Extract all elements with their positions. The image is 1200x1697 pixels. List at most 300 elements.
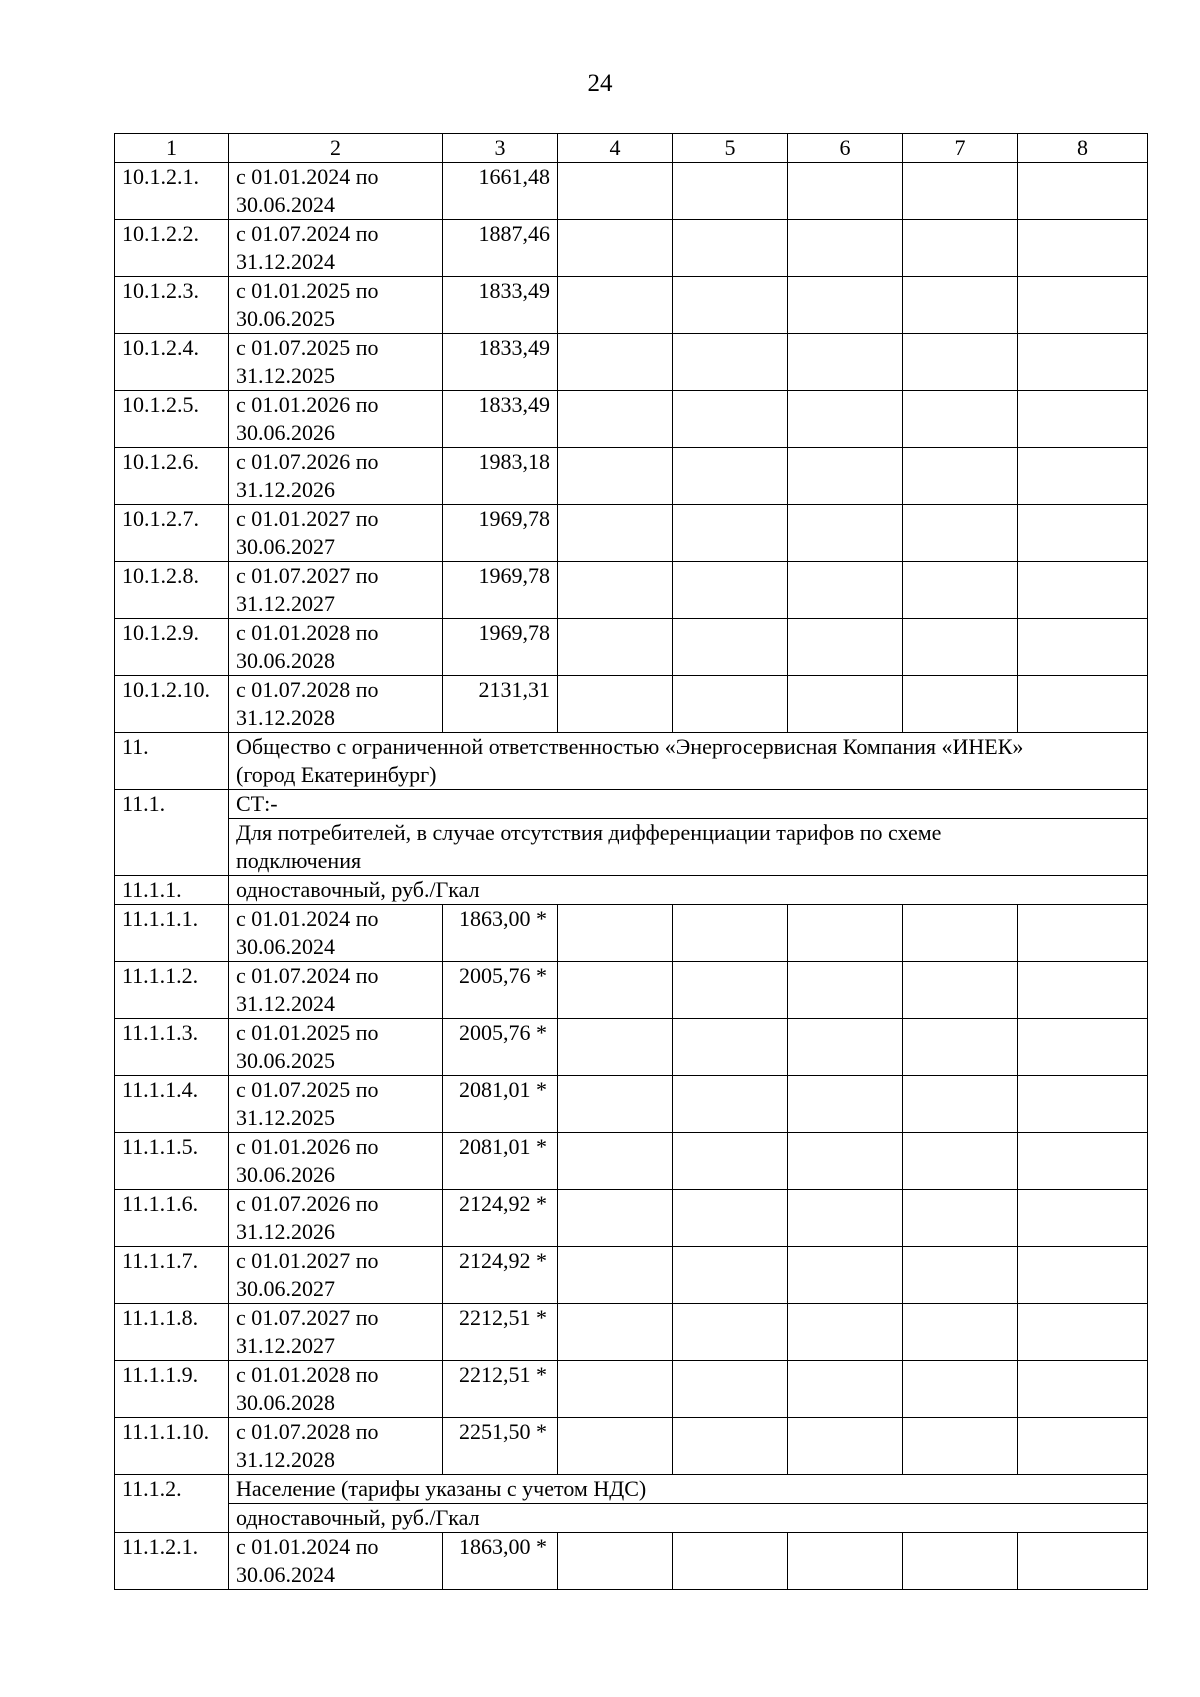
section-row	[115, 1504, 1148, 1533]
empty-cell	[903, 163, 1018, 220]
period-cell-text: с 01.01.2028 по	[236, 620, 379, 645]
empty-cell	[788, 1190, 903, 1247]
empty-cell	[1018, 448, 1148, 505]
empty-cell	[903, 1247, 1018, 1304]
tariff-value	[443, 1190, 558, 1247]
tariff-value-text: 1661,48	[478, 164, 550, 189]
period-cell	[229, 505, 443, 562]
empty-cell	[1018, 1361, 1148, 1418]
period-cell-text: 31.12.2027	[236, 591, 335, 616]
period-cell-text: 31.12.2026	[236, 1219, 335, 1244]
column-header-text: 8	[1077, 135, 1088, 160]
period-cell	[229, 905, 443, 962]
row-number-text: 11.1.1.6.	[122, 1191, 199, 1216]
empty-cell	[903, 220, 1018, 277]
empty-cell	[903, 1076, 1018, 1133]
period-cell	[229, 1418, 443, 1475]
consumer-group-label	[229, 1475, 1148, 1504]
row-number	[115, 1190, 229, 1247]
empty-cell	[788, 962, 903, 1019]
empty-cell	[673, 448, 788, 505]
column-header-text: 2	[330, 135, 341, 160]
period-cell	[229, 391, 443, 448]
empty-cell	[1018, 1533, 1148, 1590]
tariff-value	[443, 1361, 558, 1418]
column-header	[115, 134, 229, 163]
tariff-value	[443, 962, 558, 1019]
empty-cell	[903, 334, 1018, 391]
tariff-value-text: 2251,50 *	[459, 1419, 547, 1444]
period-cell-text: 30.06.2028	[236, 648, 335, 673]
tariff-value-text: 1887,46	[478, 221, 550, 246]
tariff-value-text: 1983,18	[478, 449, 550, 474]
period-cell	[229, 334, 443, 391]
empty-cell	[903, 962, 1018, 1019]
empty-cell	[673, 1418, 788, 1475]
empty-cell	[903, 1019, 1018, 1076]
tariff-table-body	[115, 134, 1148, 1590]
row-number	[115, 1019, 229, 1076]
empty-cell	[558, 391, 673, 448]
tariff-value	[443, 163, 558, 220]
period-cell	[229, 448, 443, 505]
empty-cell	[558, 562, 673, 619]
empty-cell	[673, 676, 788, 733]
period-cell	[229, 1533, 443, 1590]
table-row	[115, 676, 1148, 733]
tariff-value-text: 2081,01 *	[459, 1134, 547, 1159]
period-cell-text: с 01.01.2027 по	[236, 506, 379, 531]
period-cell-text: с 01.01.2026 по	[236, 1134, 379, 1159]
tariff-value	[443, 562, 558, 619]
empty-cell	[1018, 676, 1148, 733]
tariff-value-text: 2124,92 *	[459, 1248, 547, 1273]
empty-cell	[558, 1361, 673, 1418]
column-header	[558, 134, 673, 163]
row-number	[115, 1304, 229, 1361]
empty-cell	[673, 334, 788, 391]
empty-cell	[558, 1304, 673, 1361]
table-row	[115, 1133, 1148, 1190]
period-cell	[229, 277, 443, 334]
tariff-value	[443, 505, 558, 562]
empty-cell	[1018, 1133, 1148, 1190]
period-cell-text: с 01.01.2026 по	[236, 392, 379, 417]
empty-cell	[558, 1247, 673, 1304]
empty-cell	[903, 448, 1018, 505]
empty-cell	[1018, 334, 1148, 391]
period-cell-text: 31.12.2028	[236, 705, 335, 730]
empty-cell	[788, 905, 903, 962]
empty-cell	[788, 1247, 903, 1304]
column-header-text: 4	[609, 135, 621, 160]
row-number-text: 11.1.1.	[122, 877, 182, 902]
empty-cell	[673, 1019, 788, 1076]
row-number	[115, 334, 229, 391]
period-cell-text: с 01.07.2027 по	[236, 1305, 379, 1330]
table-row	[115, 448, 1148, 505]
empty-cell	[673, 1133, 788, 1190]
tariff-value-text: 1863,00 *	[459, 906, 547, 931]
table-row	[115, 905, 1148, 962]
period-cell-text: с 01.01.2024 по	[236, 164, 379, 189]
row-number	[115, 277, 229, 334]
tariff-value-text: 2212,51 *	[459, 1305, 547, 1330]
row-number	[115, 1361, 229, 1418]
empty-cell	[788, 1076, 903, 1133]
row-number-text: 11.1.1.7.	[122, 1248, 199, 1273]
empty-cell	[673, 1533, 788, 1590]
column-header	[443, 134, 558, 163]
tariff-table	[114, 133, 1148, 1590]
table-row	[115, 1247, 1148, 1304]
empty-cell	[558, 1418, 673, 1475]
empty-cell	[788, 391, 903, 448]
tariff-value	[443, 391, 558, 448]
period-cell-text: с 01.01.2028 по	[236, 1362, 379, 1387]
period-cell-text: 31.12.2027	[236, 1333, 335, 1358]
section-label	[229, 790, 1148, 819]
period-cell-text: 30.06.2024	[236, 934, 335, 959]
empty-cell	[1018, 962, 1148, 1019]
tariff-value	[443, 1019, 558, 1076]
empty-cell	[1018, 1247, 1148, 1304]
row-number-text: 10.1.2.7.	[122, 506, 199, 531]
tariff-value	[443, 277, 558, 334]
row-number-text: 11.1.1.4.	[122, 1077, 199, 1102]
empty-cell	[673, 1304, 788, 1361]
period-cell	[229, 220, 443, 277]
empty-cell	[673, 962, 788, 1019]
empty-cell	[1018, 505, 1148, 562]
empty-cell	[558, 905, 673, 962]
empty-cell	[558, 448, 673, 505]
header-row	[115, 134, 1148, 163]
row-number-text: 10.1.2.10.	[122, 677, 210, 702]
empty-cell	[788, 448, 903, 505]
organization-row	[115, 733, 1148, 790]
period-cell-text: 31.12.2024	[236, 991, 335, 1016]
period-cell	[229, 562, 443, 619]
rate-type-label	[229, 1504, 1148, 1533]
empty-cell	[1018, 163, 1148, 220]
tariff-value	[443, 905, 558, 962]
section-label-text: СТ:-	[236, 791, 278, 816]
period-cell	[229, 1361, 443, 1418]
empty-cell	[903, 1361, 1018, 1418]
tariff-value-text: 1833,49	[478, 392, 550, 417]
tariff-value-text: 2212,51 *	[459, 1362, 547, 1387]
row-number	[115, 505, 229, 562]
row-number-text: 11.1.1.9.	[122, 1362, 199, 1387]
row-number-text: 11.1.1.8.	[122, 1305, 199, 1330]
table-row	[115, 1019, 1148, 1076]
tariff-value-text: 2124,92 *	[459, 1191, 547, 1216]
row-number-text: 10.1.2.8.	[122, 563, 199, 588]
empty-cell	[788, 1133, 903, 1190]
period-cell-text: 30.06.2025	[236, 306, 335, 331]
section-row	[115, 1475, 1148, 1504]
empty-cell	[1018, 1418, 1148, 1475]
tariff-value	[443, 1418, 558, 1475]
row-number	[115, 905, 229, 962]
empty-cell	[903, 676, 1018, 733]
row-number-text: 11.1.2.	[122, 1476, 182, 1501]
period-cell-text: 30.06.2028	[236, 1390, 335, 1415]
table-row	[115, 1418, 1148, 1475]
row-number-text: 11.1.1.2.	[122, 963, 199, 988]
row-number-text: 11.1.	[122, 791, 166, 816]
period-cell-text: 31.12.2026	[236, 477, 335, 502]
empty-cell	[1018, 905, 1148, 962]
period-cell-text: 30.06.2027	[236, 534, 335, 559]
tariff-value-text: 2131,31	[478, 677, 550, 702]
column-header	[1018, 134, 1148, 163]
empty-cell	[788, 277, 903, 334]
table-row	[115, 1304, 1148, 1361]
tariff-value-text: 1833,49	[478, 335, 550, 360]
period-cell	[229, 962, 443, 1019]
row-number	[115, 676, 229, 733]
row-number	[115, 163, 229, 220]
row-number-text: 11.1.1.3.	[122, 1020, 199, 1045]
tariff-value	[443, 220, 558, 277]
period-cell-text: 30.06.2024	[236, 1562, 335, 1587]
empty-cell	[673, 905, 788, 962]
empty-cell	[558, 277, 673, 334]
row-number-text: 11.	[122, 734, 149, 759]
empty-cell	[788, 1019, 903, 1076]
tariff-value	[443, 619, 558, 676]
table-row	[115, 1190, 1148, 1247]
empty-cell	[1018, 220, 1148, 277]
tariff-value-text: 1863,00 *	[459, 1534, 547, 1559]
empty-cell	[903, 277, 1018, 334]
empty-cell	[673, 391, 788, 448]
empty-cell	[1018, 562, 1148, 619]
empty-cell	[673, 505, 788, 562]
tariff-value	[443, 1133, 558, 1190]
period-cell	[229, 1190, 443, 1247]
empty-cell	[903, 1533, 1018, 1590]
period-cell-text: 31.12.2024	[236, 249, 335, 274]
empty-cell	[558, 1076, 673, 1133]
row-number	[115, 1133, 229, 1190]
column-header-text: 5	[724, 135, 736, 160]
row-number-text: 11.1.1.1.	[122, 906, 199, 931]
row-number	[115, 448, 229, 505]
empty-cell	[558, 1190, 673, 1247]
row-number	[115, 1533, 229, 1590]
empty-cell	[673, 562, 788, 619]
tariff-value	[443, 676, 558, 733]
row-number	[115, 1418, 229, 1475]
section-row	[115, 790, 1148, 819]
table-row	[115, 220, 1148, 277]
empty-cell	[673, 1361, 788, 1418]
period-cell	[229, 1076, 443, 1133]
section-row	[115, 876, 1148, 905]
tariff-value-text: 1969,78	[478, 620, 550, 645]
empty-cell	[558, 1019, 673, 1076]
tariff-value	[443, 448, 558, 505]
empty-cell	[558, 334, 673, 391]
period-cell	[229, 163, 443, 220]
organization-name-text: (город Екатеринбург)	[236, 762, 437, 787]
column-header	[788, 134, 903, 163]
empty-cell	[673, 220, 788, 277]
period-cell-text: с 01.07.2024 по	[236, 963, 379, 988]
period-cell-text: 31.12.2028	[236, 1447, 335, 1472]
row-number-text: 10.1.2.3.	[122, 278, 199, 303]
row-number	[115, 1475, 229, 1533]
tariff-value	[443, 1304, 558, 1361]
empty-cell	[788, 1361, 903, 1418]
empty-cell	[673, 619, 788, 676]
row-number	[115, 876, 229, 905]
consumer-group-label	[229, 819, 1148, 876]
period-cell-text: 30.06.2027	[236, 1276, 335, 1301]
period-cell	[229, 1133, 443, 1190]
empty-cell	[788, 505, 903, 562]
period-cell	[229, 1019, 443, 1076]
empty-cell	[903, 1304, 1018, 1361]
empty-cell	[673, 163, 788, 220]
section-row	[115, 819, 1148, 876]
period-cell-text: с 01.07.2027 по	[236, 563, 379, 588]
row-number-text: 10.1.2.2.	[122, 221, 199, 246]
empty-cell	[558, 163, 673, 220]
tariff-value-text: 1969,78	[478, 563, 550, 588]
period-cell-text: с 01.07.2024 по	[236, 221, 379, 246]
row-number	[115, 962, 229, 1019]
empty-cell	[1018, 391, 1148, 448]
row-number-text: 10.1.2.5.	[122, 392, 199, 417]
empty-cell	[903, 619, 1018, 676]
empty-cell	[558, 676, 673, 733]
tariff-value-text: 1969,78	[478, 506, 550, 531]
tariff-value	[443, 1533, 558, 1590]
table-row	[115, 505, 1148, 562]
period-cell-text: с 01.07.2028 по	[236, 1419, 379, 1444]
tariff-value-text: 2005,76 *	[459, 1020, 547, 1045]
period-cell-text: 30.06.2024	[236, 192, 335, 217]
row-number	[115, 220, 229, 277]
period-cell-text: с 01.07.2025 по	[236, 335, 379, 360]
table-row	[115, 619, 1148, 676]
empty-cell	[788, 1418, 903, 1475]
empty-cell	[903, 1190, 1018, 1247]
empty-cell	[673, 1190, 788, 1247]
tariff-value	[443, 1076, 558, 1133]
row-number-text: 10.1.2.4.	[122, 335, 199, 360]
empty-cell	[673, 1247, 788, 1304]
tariff-value	[443, 334, 558, 391]
table-row	[115, 277, 1148, 334]
empty-cell	[903, 1418, 1018, 1475]
row-number-text: 11.1.2.1.	[122, 1534, 199, 1559]
organization-name	[229, 733, 1148, 790]
empty-cell	[558, 962, 673, 1019]
period-cell	[229, 676, 443, 733]
period-cell-text: с 01.01.2025 по	[236, 278, 379, 303]
period-cell-text: 30.06.2025	[236, 1048, 335, 1073]
empty-cell	[558, 619, 673, 676]
period-cell	[229, 1304, 443, 1361]
period-cell-text: с 01.07.2026 по	[236, 449, 379, 474]
column-header	[229, 134, 443, 163]
period-cell	[229, 619, 443, 676]
empty-cell	[788, 562, 903, 619]
empty-cell	[673, 277, 788, 334]
empty-cell	[788, 619, 903, 676]
empty-cell	[673, 1076, 788, 1133]
row-number-text: 10.1.2.6.	[122, 449, 199, 474]
period-cell-text: с 01.01.2024 по	[236, 1534, 379, 1559]
empty-cell	[1018, 1019, 1148, 1076]
table-row	[115, 1076, 1148, 1133]
empty-cell	[788, 676, 903, 733]
consumer-group-label-text: подключения	[236, 848, 362, 873]
row-number	[115, 733, 229, 790]
period-cell-text: с 01.01.2024 по	[236, 906, 379, 931]
column-header-text: 6	[839, 135, 851, 160]
table-row	[115, 163, 1148, 220]
period-cell-text: с 01.01.2027 по	[236, 1248, 379, 1273]
table-row	[115, 962, 1148, 1019]
row-number-text: 11.1.1.5.	[122, 1134, 199, 1159]
row-number-text: 10.1.2.9.	[122, 620, 199, 645]
empty-cell	[903, 905, 1018, 962]
row-number	[115, 391, 229, 448]
column-header-text: 7	[954, 135, 966, 160]
row-number	[115, 562, 229, 619]
empty-cell	[558, 1533, 673, 1590]
empty-cell	[1018, 1190, 1148, 1247]
organization-name-text: Общество с ограниченной ответственностью «Энергосервисная Компания «ИНЕК»	[236, 734, 1024, 759]
empty-cell	[1018, 1076, 1148, 1133]
period-cell	[229, 1247, 443, 1304]
empty-cell	[788, 163, 903, 220]
empty-cell	[903, 391, 1018, 448]
period-cell-text: 30.06.2026	[236, 420, 335, 445]
tariff-value-text: 1833,49	[478, 278, 550, 303]
column-header-text: 1	[166, 135, 177, 160]
column-header	[673, 134, 788, 163]
consumer-group-label-text: Население (тарифы указаны с учетом НДС)	[236, 1476, 647, 1501]
consumer-group-label-text: Для потребителей, в случае отсутствия дифференциации тарифов по схеме	[236, 820, 942, 845]
empty-cell	[788, 334, 903, 391]
row-number	[115, 1247, 229, 1304]
period-cell-text: 31.12.2025	[236, 363, 335, 388]
empty-cell	[903, 1133, 1018, 1190]
table-row	[115, 1361, 1148, 1418]
rate-type-label-text: одноставочный, руб./Гкал	[236, 1505, 480, 1530]
row-number	[115, 790, 229, 876]
period-cell-text: 31.12.2025	[236, 1105, 335, 1130]
empty-cell	[558, 505, 673, 562]
row-number	[115, 1076, 229, 1133]
empty-cell	[558, 1133, 673, 1190]
table-row	[115, 334, 1148, 391]
tariff-value-text: 2081,01 *	[459, 1077, 547, 1102]
table-row	[115, 1533, 1148, 1590]
rate-type-label	[229, 876, 1148, 905]
column-header	[903, 134, 1018, 163]
tariff-value	[443, 1247, 558, 1304]
table-row	[115, 391, 1148, 448]
empty-cell	[903, 562, 1018, 619]
